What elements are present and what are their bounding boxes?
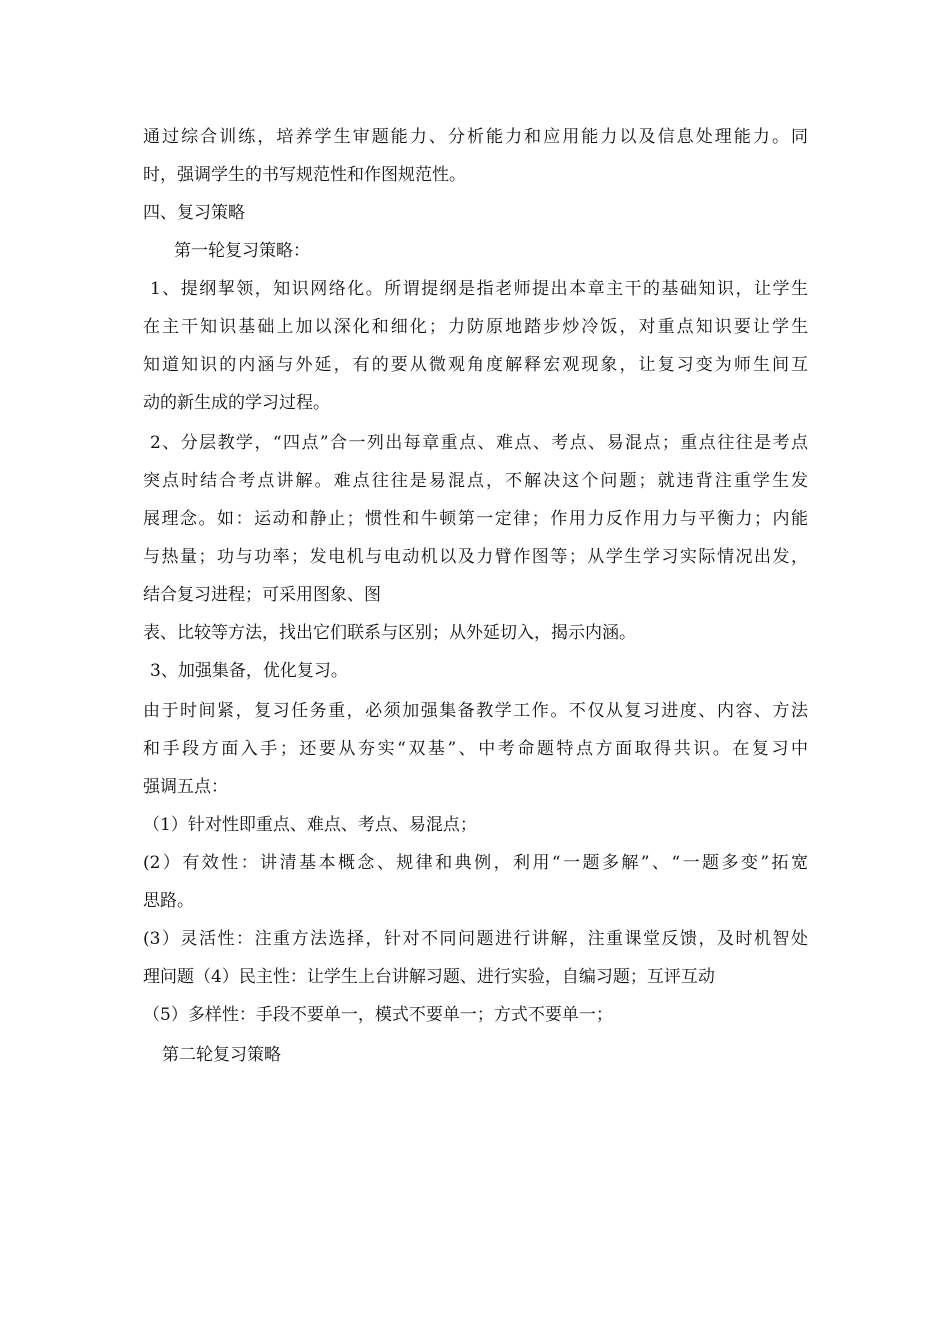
list-item-3-4: 理问题（4）民主性：让学生上台讲解习题、进行实验，自编习题；互评互动 [143,967,715,987]
body-line-5: 1、提纲挈领，知识网络化。所谓提纲是指老师提出本章主干的基础知识，让学生 [150,279,808,299]
list-item-3: (3）灵活性：注重方法选择，针对不同问题进行讲解，注重课堂反馈，及时机智处 [143,929,808,949]
body-line-18: 强调五点： [143,777,228,797]
body-line-2: 时，强调学生的书写规范性和作图规范性。 [143,165,466,185]
body-line-1: 通过综合训练，培养学生审题能力、分析能力和应用能力以及信息处理能力。同 [143,127,808,147]
body-line-7: 知道知识的内涵与外延，有的要从微观角度解释宏观现象，让复习变为师生间互 [143,355,808,375]
body-line-10: 突点时结合考点讲解。难点往往是易混点，不解决这个问题；就违背注重学生发 [143,471,808,491]
body-line-13: 结合复习进程；可采用图象、图 [143,585,381,605]
body-line-11: 展理念。如：运动和静止；惯性和牛顿第一定律；作用力反作用力与平衡力；内能 [143,509,808,529]
list-item-2: (2）有效性：讲清基本概念、规律和典例，利用“一题多解”、“一题多变”拓宽 [143,853,808,873]
body-line-17: 和手段方面入手；还要从夯实“双基”、中考命题特点方面取得共识。在复习中 [143,739,808,759]
section-heading-review-strategy: 四、复习策略 [143,203,245,223]
body-line-14: 表、比较等方法，找出它们联系与区别；从外延切入，揭示内涵。 [143,623,636,643]
subheading-second-round: 第二轮复习策略 [162,1045,281,1065]
body-line-9: 2、分层教学，“四点”合一列出每章重点、难点、考点、易混点；重点往往是考点 [150,433,808,453]
subheading-item-3: 3、加强集备，优化复习。 [150,661,348,681]
body-line-16: 由于时间紧，复习任务重，必须加强集备教学工作。不仅从复习进度、内容、方法 [143,701,808,721]
body-line-8: 动的新生成的学习过程。 [143,393,330,413]
body-line-12: 与热量；功与功率；发电机与电动机以及力臂作图等；从学生学习实际情况出发， [143,547,808,567]
body-line-6: 在主干知识基础上加以深化和细化；力防原地踏步炒冷饭，对重点知识要让学生 [143,317,808,337]
subheading-first-round: 第一轮复习策略： [174,241,310,261]
list-item-1: （1）针对性即重点、难点、考点、易混点； [143,815,477,835]
list-item-2-continued: 思路。 [143,891,194,911]
list-item-5: （5）多样性：手段不要单一，模式不要单一；方式不要单一； [143,1005,613,1025]
